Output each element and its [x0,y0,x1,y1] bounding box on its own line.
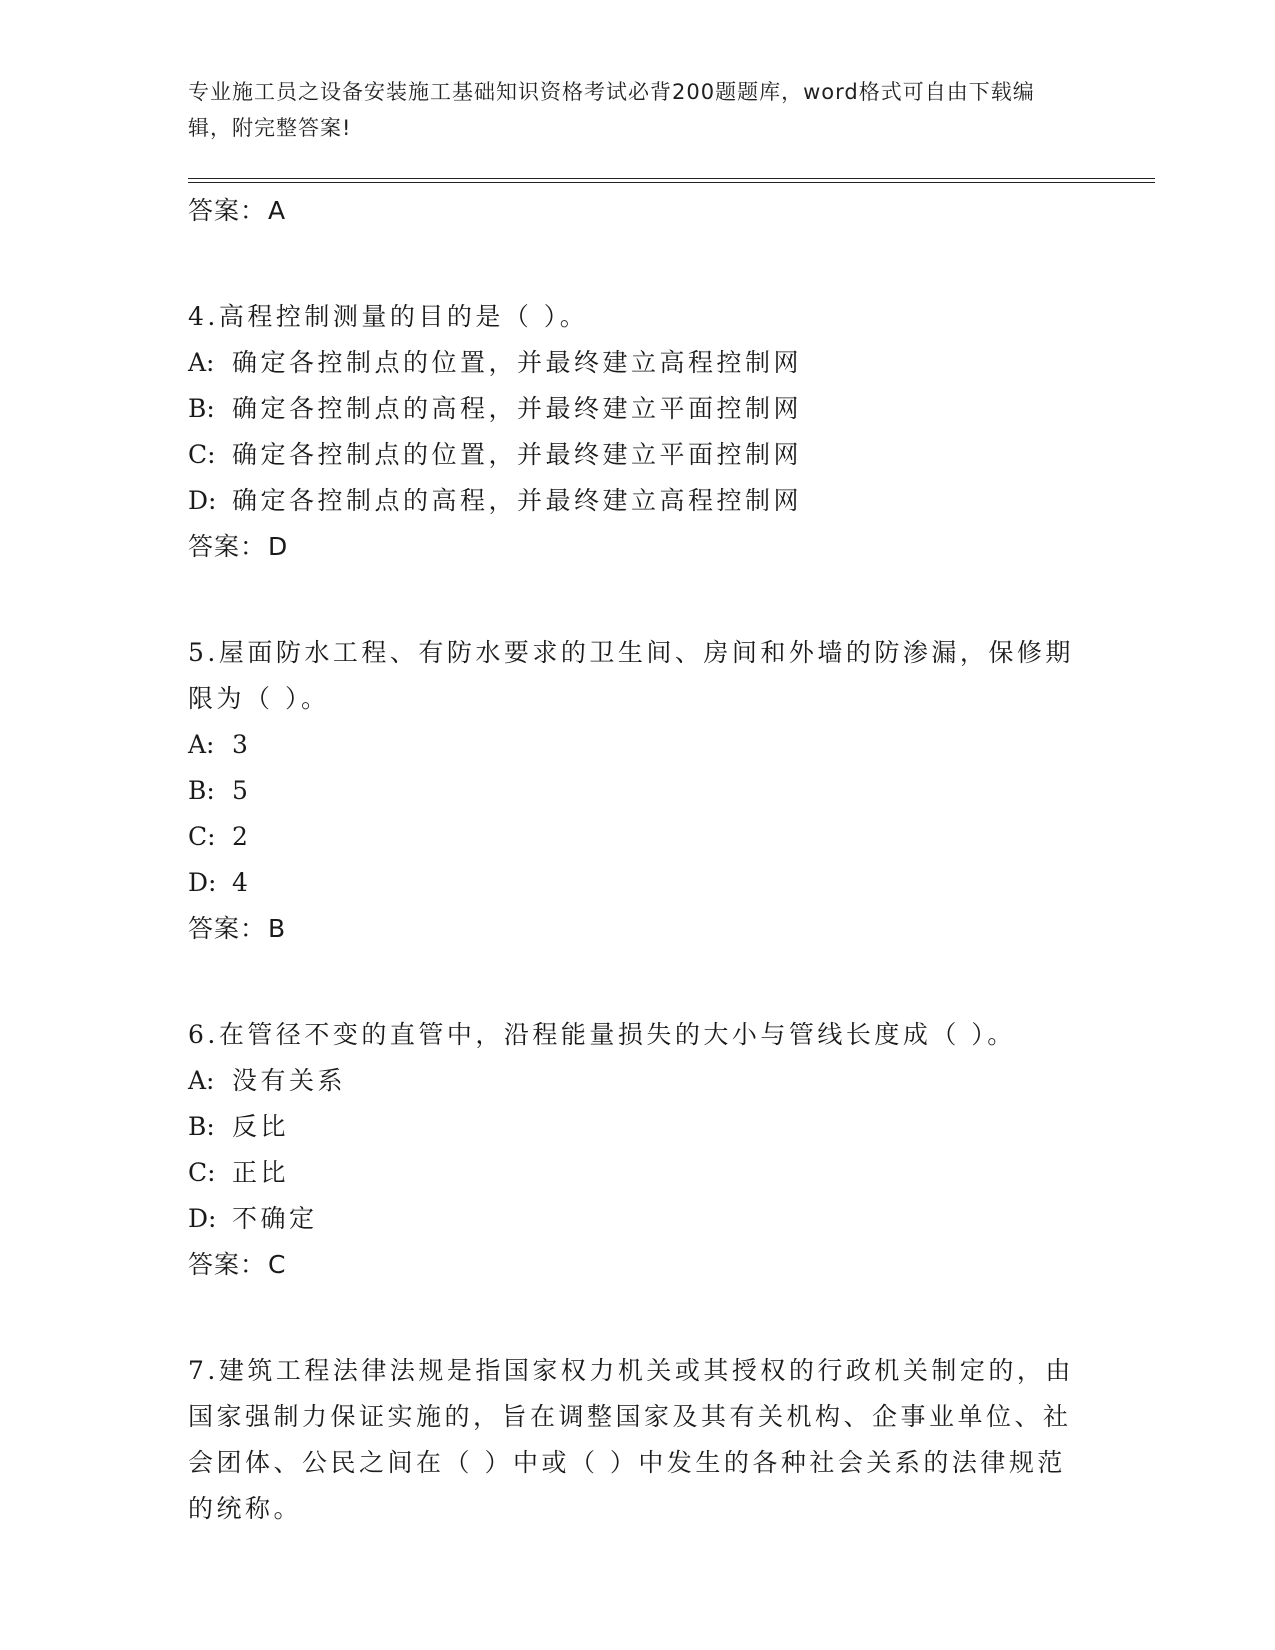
option-text: 不确定 [232,1204,318,1233]
answer-label: 答案： [188,914,267,943]
option-a [188,722,1088,768]
option-c [188,432,1088,478]
option-b [188,768,1088,814]
option-key: A: [188,730,215,759]
block-gap [188,952,1088,1012]
option-key: C: [188,440,216,469]
option-text: 反比 [232,1112,290,1141]
block-gap [188,1288,1088,1348]
answer-line [188,1242,1088,1288]
question-text: 5.屋面防水工程、有防水要求的卫生间、房间和外墙的防渗漏，保修期限为（ ）。 [188,638,1074,713]
document-title: 专业施工员之设备安装施工基础知识资格考试必背200题题库，word格式可自由下载编辑，附完整答案! [188,80,1035,140]
answer-line [188,524,1088,570]
answer-line [188,188,1088,234]
answer-label: 答案： [188,1250,267,1279]
option-text: 确定各控制点的位置，并最终建立平面控制网 [232,440,803,469]
answer-label: 答案： [188,532,267,561]
option-key: B: [188,776,215,805]
question-block-4 [188,294,1088,570]
header-rule-top [188,178,1155,179]
option-key: C: [188,1158,216,1187]
answer-value: B [268,914,287,943]
answer-line [188,906,1088,952]
header-rule-bottom [188,182,1155,183]
option-b [188,1104,1088,1150]
option-text: 2 [232,822,252,851]
option-text: 确定各控制点的位置，并最终建立高程控制网 [232,348,803,377]
option-text: 没有关系 [232,1066,347,1095]
answer-value: A [268,196,287,225]
option-text: 4 [232,868,252,897]
option-key: A: [188,1066,215,1095]
page-header [188,74,1068,146]
option-key: B: [188,394,215,423]
option-key: D: [188,1204,217,1233]
option-a [188,340,1088,386]
question-block-7 [188,1348,1088,1532]
answer-value: D [268,532,289,561]
option-b [188,386,1088,432]
option-d [188,478,1088,524]
option-key: A: [188,348,215,377]
question-block-6 [188,1012,1088,1288]
option-text: 5 [232,776,252,805]
option-key: B: [188,1112,215,1141]
option-d [188,860,1088,906]
option-key: D: [188,868,217,897]
question-text: 7.建筑工程法律法规是指国家权力机关或其授权的行政机关制定的，由国家强制力保证实施的，旨在调整国家及其有关机构、企事业单位、社会团体、公民之间在（ ）中或（ ）中发生的各种社会关系的法律规范的统称。 [188,1356,1074,1523]
question-text: 6.在管径不变的直管中，沿程能量损失的大小与管线长度成（ ）。 [188,1020,1016,1049]
option-text: 确定各控制点的高程，并最终建立高程控制网 [232,486,803,515]
answer-label: 答案： [188,196,267,225]
option-c [188,1150,1088,1196]
option-key: D: [188,486,217,515]
block-gap [188,570,1088,630]
question-block-5 [188,630,1088,952]
option-key: C: [188,822,216,851]
question-text: 4.高程控制测量的目的是（ ）。 [188,302,589,331]
document-body [188,188,1088,1532]
answer-value: C [268,1250,287,1279]
option-d [188,1196,1088,1242]
block-gap [188,234,1088,294]
option-c [188,814,1088,860]
option-text: 确定各控制点的高程，并最终建立平面控制网 [232,394,803,423]
option-text: 正比 [232,1158,290,1187]
option-a [188,1058,1088,1104]
option-text: 3 [232,730,252,759]
